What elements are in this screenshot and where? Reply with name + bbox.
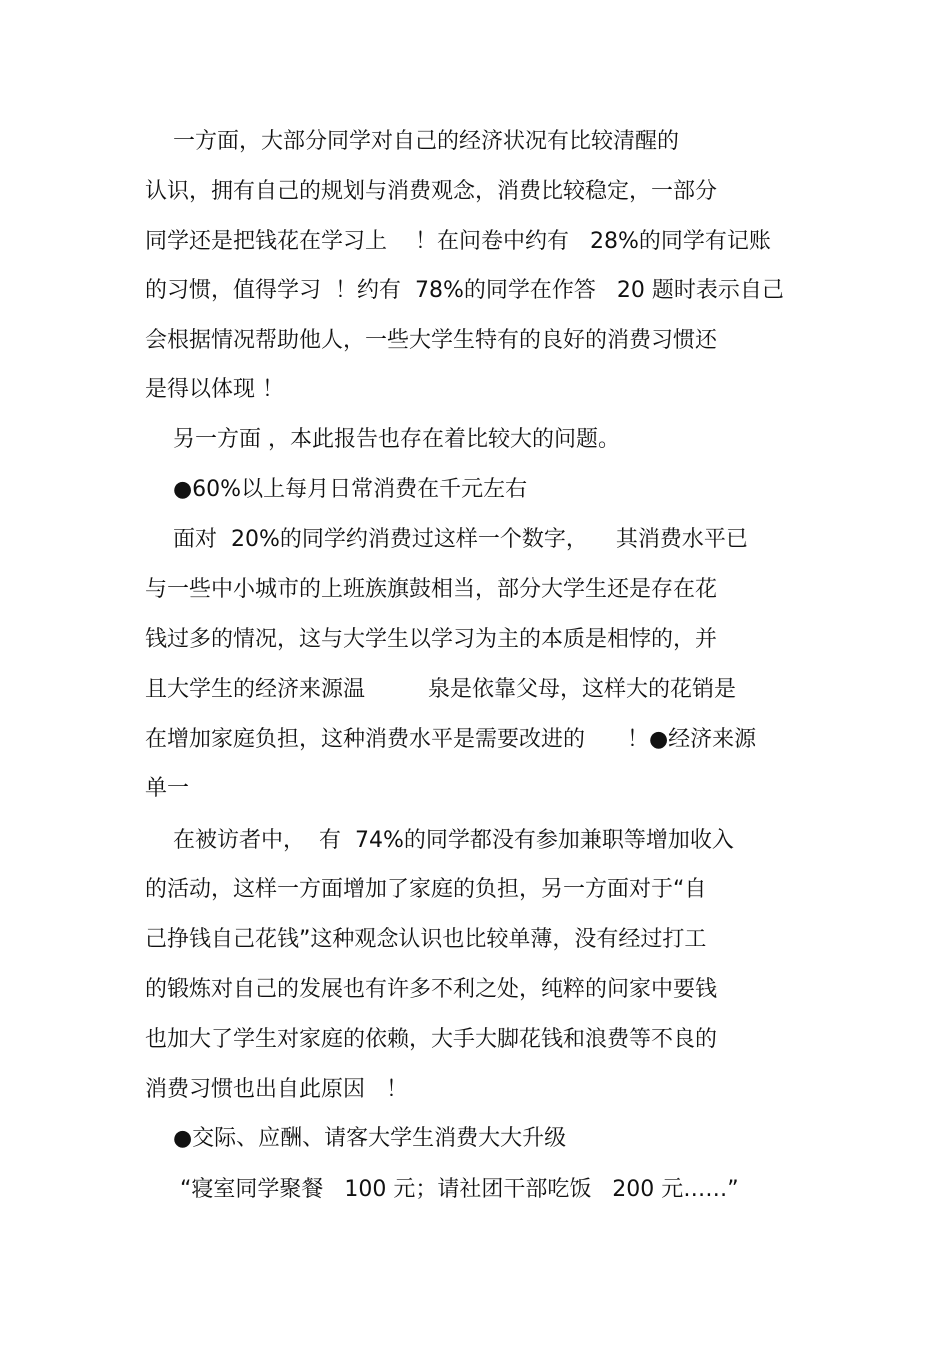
bullet-line: ●交际、应酬、请客大学生消费大大升级 xyxy=(145,1126,567,1151)
paragraph-line: 的活动，这样一方面增加了家庭的负担，另一方面对于“自 xyxy=(145,877,707,902)
paragraph-line: 单一 xyxy=(145,776,190,801)
paragraph-line: 也加大了学生对家庭的依赖，大手大脚花钱和浪费等不良的 xyxy=(145,1027,718,1052)
paragraph-line: 在被访者中， 有 74%的同学都没有参加兼职等增加收入 xyxy=(145,828,734,853)
bullet-line: ●60%以上每月日常消费在千元左右 xyxy=(145,477,528,502)
paragraph-line: 消费习惯也出自此原因 ！ xyxy=(145,1077,408,1102)
paragraph-line: 的习惯，值得学习 ！约有 78%的同学在作答 20 题时表示自己 xyxy=(145,278,784,303)
paragraph-line: 己挣钱自己花钱”这种观念认识也比较单薄，没有经过打工 xyxy=(145,927,707,952)
paragraph-line: 在增加家庭负担，这种消费水平是需要改进的 ！●经济来源 xyxy=(145,727,757,752)
paragraph-line: 认识，拥有自己的规划与消费观念，消费比较稳定，一部分 xyxy=(145,179,718,204)
paragraph-line: 另一方面 ，本此报告也存在着比较大的问题。 xyxy=(145,427,620,452)
paragraph-line: 且大学生的经济来源温 泉是依靠父母，这样大的花销是 xyxy=(145,677,736,702)
paragraph-line: 面对 20%的同学约消费过这样一个数字， 其消费水平已 xyxy=(145,527,748,552)
paragraph-line: 会根据情况帮助他人，一些大学生特有的良好的消费习惯还 xyxy=(145,328,718,353)
paragraph-line: 一方面，大部分同学对自己的经济状况有比较清醒的 xyxy=(145,129,679,154)
paragraph-line: 是得以体现 ！ xyxy=(145,377,284,402)
quote-line: “寝室同学聚餐 100 元；请社团干部吃饭 200 元……” xyxy=(145,1177,739,1202)
paragraph-line: 同学还是把钱花在学习上 ！在问卷中约有 28%的同学有记账 xyxy=(145,229,771,254)
paragraph-line: 与一些中小城市的上班族旗鼓相当，部分大学生还是存在花 xyxy=(145,577,718,602)
paragraph-line: 的锻炼对自己的发展也有许多不利之处，纯粹的问家中要钱 xyxy=(145,977,718,1002)
paragraph-line: 钱过多的情况，这与大学生以学习为主的本质是相悖的，并 xyxy=(145,627,718,652)
